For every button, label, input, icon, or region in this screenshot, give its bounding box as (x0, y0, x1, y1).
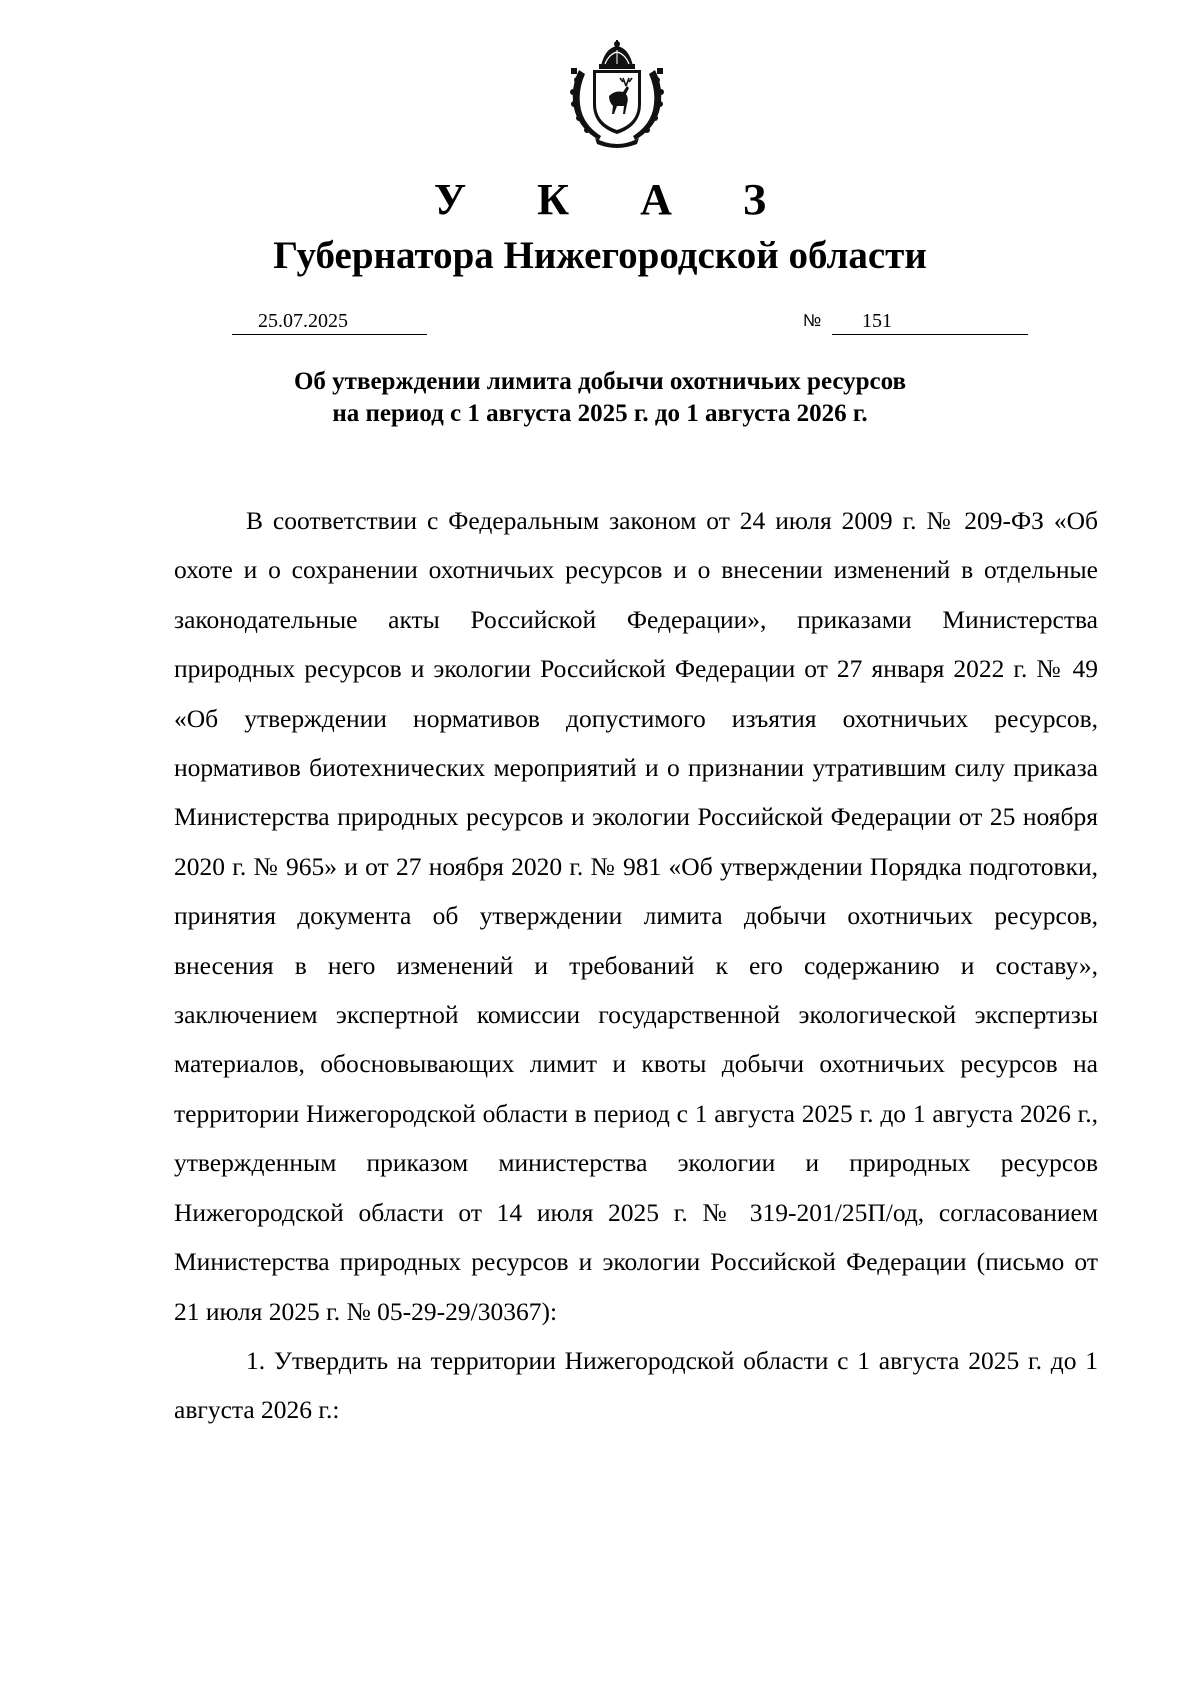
number-field (832, 304, 1028, 335)
date-value: 25.07.2025 (258, 310, 348, 332)
decree-heading: У К А З (433, 175, 797, 224)
number-label: № (803, 311, 822, 330)
title-line-1: Об утверждении лимита добычи охотничьих ресурсов (293, 368, 907, 395)
clause-1-paragraph: 1. Утвердить на территории Нижегородской области с 1 августа 2025 г. до 1 августа 2026 г.: (174, 1345, 1098, 1425)
date-field (232, 304, 427, 335)
title-line-2: на период с 1 августа 2025 г. до 1 августа 2026 г. (332, 400, 868, 427)
coat-of-arms-icon (565, 40, 669, 148)
number-value: 151 (862, 310, 892, 332)
crown-icon (599, 40, 635, 69)
issuer-heading: Губернатора Нижегородской области (273, 234, 927, 277)
document-title (0, 366, 1200, 430)
preamble-paragraph: В соответствии с Федеральным законом от 24 июля 2009 г. № 209-ФЗ «Об охоте и о сохранении охотничьих ресурсов и о внесении изменений в отдельные законодательные акты Российской Федерации», приказами Министерства природных ресурсов и экологии Российской Федерации от 27 января 2022 г. № 49 «Об утверждении нормативов допустимого изъятия охотничьих ресурсов, нормативов биотехнических мероприятий и о признании утратившим силу приказа Министерства природных ресурсов и экологии Российской Федерации от 25 ноября 2020 г. № 965» и от 27 ноября 2020 г. № 981 «Об утверждении Порядка подготовки, принятия документа об утверждении лимита добычи охотничьих ресурсов, внесения в него изменений и требований к его содержанию и составу», заключением экспертной комиссии государственной экологической экспертизы материалов, обосновывающих лимит и квоты добычи охотничьих ресурсов на территории Нижегородской области в период с 1 августа 2025 г. до 1 августа 2026 г., утвержденным приказом министерства экологии и природных ресурсов Нижегородской области от 14 июля 2025 г. № 319-201/25П/од, согласованием Министерства природных ресурсов и экологии Российской Федерации (письмо от 21 июля 2025 г. № 05-29-29/30367): (174, 506, 1098, 1326)
document-body (174, 496, 1098, 1435)
